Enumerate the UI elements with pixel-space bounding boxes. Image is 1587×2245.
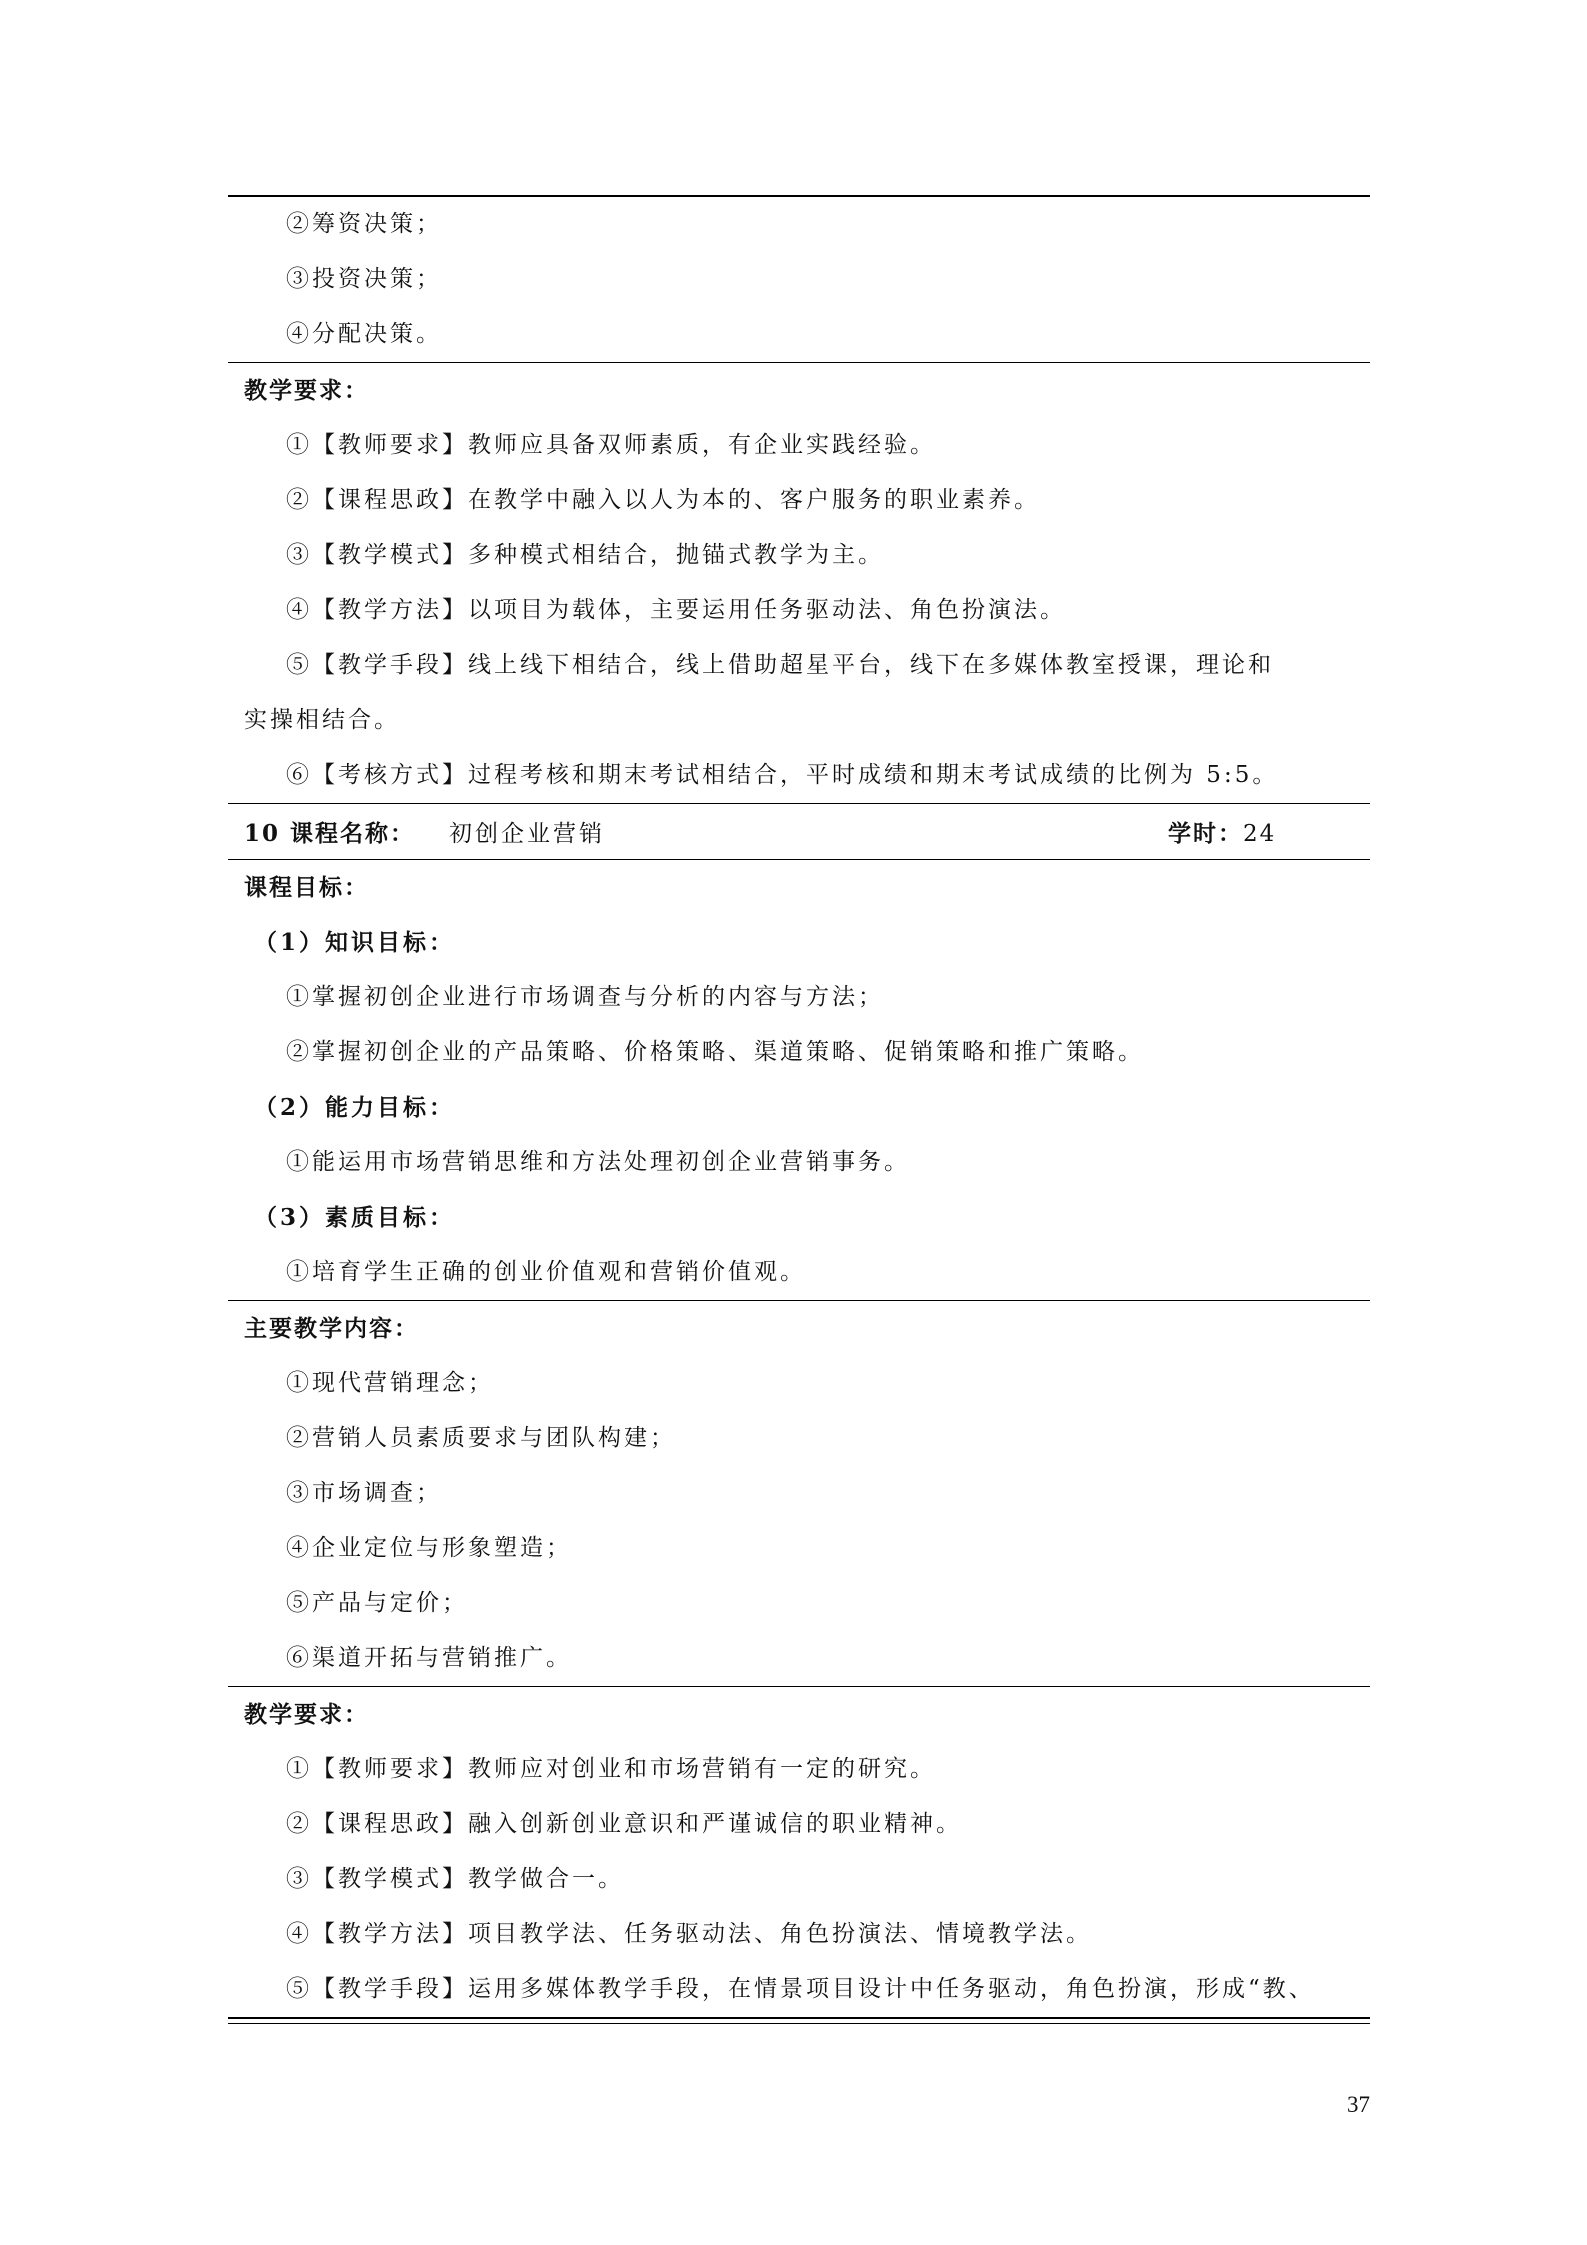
list-item: ③投资决策； (286, 266, 442, 292)
list-item: ①【教师要求】教师应具备双师素质，有企业实践经验。 (286, 432, 936, 458)
course-hours (1168, 815, 1276, 848)
list-item: ②筹资决策； (286, 211, 442, 237)
list-item: ⑤【教学手段】运用多媒体教学手段，在情景项目设计中任务驱动，角色扮演，形成“教、 (286, 1976, 1315, 2002)
hours-value: 24 (1243, 821, 1277, 847)
list-item: ④【教学方法】以项目为载体，主要运用任务驱动法、角色扮演法。 (286, 597, 1066, 623)
list-item: ④分配决策。 (286, 321, 442, 347)
list-item-continuation: 实操相结合。 (244, 707, 400, 733)
list-item: ①能运用市场营销思维和方法处理初创企业营销事务。 (286, 1149, 910, 1175)
section-heading: 教学要求： (244, 377, 369, 404)
course-goals-section (228, 860, 1370, 1300)
subheading: （1）知识目标： (254, 929, 456, 956)
top-list-section (228, 197, 1370, 362)
list-item: ①现代营销理念； (286, 1370, 494, 1396)
list-item: ④企业定位与形象塑造； (286, 1535, 572, 1561)
subheading: （2）能力目标： (254, 1094, 456, 1121)
list-item: ②掌握初创企业的产品策略、价格策略、渠道策略、促销策略和推广策略。 (286, 1039, 1144, 1065)
list-item: ①掌握初创企业进行市场调查与分析的内容与方法； (286, 984, 884, 1010)
list-item: ③市场调查； (286, 1480, 442, 1506)
list-item: ⑤【教学手段】线上线下相结合，线上借助超星平台，线下在多媒体教室授课，理论和 (286, 652, 1274, 678)
list-item: ①【教师要求】教师应对创业和市场营销有一定的研究。 (286, 1756, 936, 1782)
hours-label: 学时： (1168, 820, 1243, 847)
teaching-requirements-section (228, 363, 1370, 803)
course-label: 10 课程名称： (244, 820, 416, 847)
list-item: ②营销人员素质要求与团队构建； (286, 1425, 676, 1451)
subheading: （3）素质目标： (254, 1204, 456, 1231)
section-heading: 教学要求： (244, 1701, 369, 1728)
list-item: ③【教学模式】教学做合一。 (286, 1866, 624, 1892)
course-table (228, 195, 1370, 2024)
table-bottom-rule (228, 2017, 1370, 2024)
section-heading: 课程目标： (244, 874, 369, 901)
list-item: ⑤产品与定价； (286, 1590, 468, 1616)
main-content-section (228, 1301, 1370, 1686)
course-title-row (228, 804, 1370, 859)
list-item: ①培育学生正确的创业价值观和营销价值观。 (286, 1259, 806, 1285)
list-item: ②【课程思政】在教学中融入以人为本的、客户服务的职业素养。 (286, 487, 1040, 513)
section-heading: 主要教学内容： (244, 1315, 419, 1342)
list-item: ⑥渠道开拓与营销推广。 (286, 1645, 572, 1671)
list-item: ③【教学模式】多种模式相结合，抛锚式教学为主。 (286, 542, 884, 568)
page-number: 37 (1347, 2092, 1370, 2117)
teaching-requirements-section-2 (228, 1687, 1370, 2017)
list-item: ②【课程思政】融入创新创业意识和严谨诚信的职业精神。 (286, 1811, 962, 1837)
list-item: ⑥【考核方式】过程考核和期末考试相结合，平时成绩和期末考试成绩的比例为 5:5。 (286, 762, 1279, 788)
course-name: 初创企业营销 (449, 821, 606, 847)
list-item: ④【教学方法】项目教学法、任务驱动法、角色扮演法、情境教学法。 (286, 1921, 1092, 1947)
